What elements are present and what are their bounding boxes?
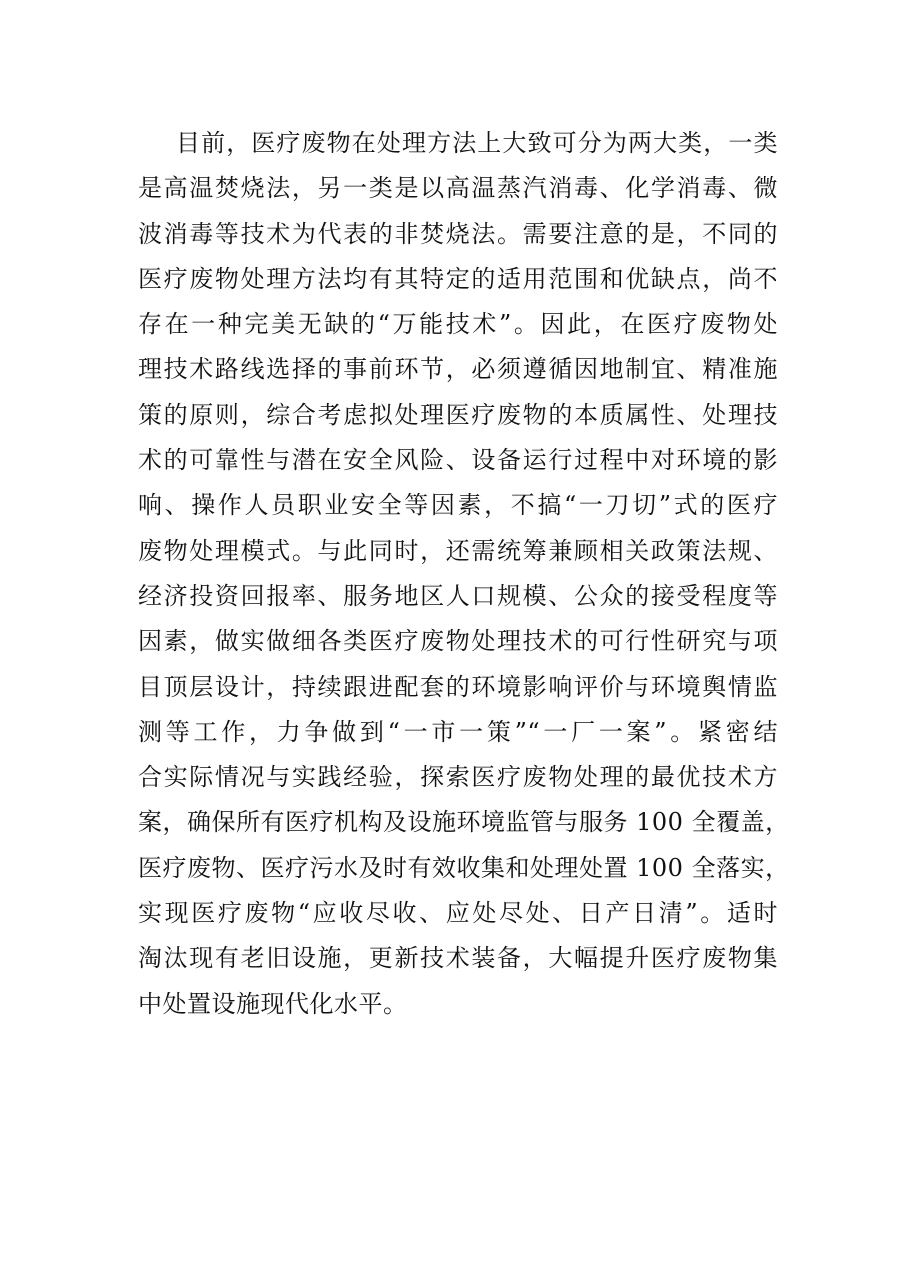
paragraph-line: 目前，医疗废物在处理方法上大致可分为两大类，一类 [176,129,778,157]
paragraph-line: 医疗废物、医疗污水及时有效收集和处理处置 100 全落实， [138,853,790,882]
paragraph-line: 目顶层设计，持续跟进配套的环境影响评价与环境舆情监 [138,672,778,701]
paragraph-line: 淘汰现有老旧设施，更新技术装备，大幅提升医疗废物集 [138,944,778,973]
paragraph-line: 医疗废物处理方法均有其特定的适用范围和优缺点，尚不 [138,264,778,293]
paragraph-line: 案，确保所有医疗机构及设施环境监管与服务 100 全覆盖， [138,808,790,837]
paragraph-line: 策的原则，综合考虑拟处理医疗废物的本质属性、处理技 [138,400,778,429]
paragraph-line: 合实际情况与实践经验，探索医疗废物处理的最优技术方 [138,763,778,792]
paragraph-line: 理技术路线选择的事前环节，必须遵循因地制宜、精准施 [138,355,778,384]
paragraph-line: 是高温焚烧法，另一类是以高温蒸汽消毒、化学消毒、微 [138,174,778,203]
paragraph-line: 测等工作，力争做到“一市一策”“一厂一案”。紧密结 [138,717,778,746]
paragraph-line: 术的可靠性与潜在安全风险、设备运行过程中对环境的影 [138,446,778,475]
paragraph-line: 波消毒等技术为代表的非焚烧法。需要注意的是，不同的 [138,219,778,248]
paragraph-line: 存在一种完美无缺的“万能技术”。因此，在医疗废物处 [138,310,778,339]
paragraph-line: 响、操作人员职业安全等因素，不搞“一刀切”式的医疗 [138,491,778,520]
body-paragraph [138,121,790,1027]
paragraph-line: 中处置设施现代化水平。 [138,989,408,1018]
paragraph-line: 实现医疗废物“应收尽收、应处尽处、日产日清”。适时 [138,899,778,928]
paragraph-line: 废物处理模式。与此同时，还需统筹兼顾相关政策法规、 [138,536,778,565]
paragraph-line: 经济投资回报率、服务地区人口规模、公众的接受程度等 [138,581,778,610]
paragraph-line: 因素，做实做细各类医疗废物处理技术的可行性研究与项 [138,627,778,656]
